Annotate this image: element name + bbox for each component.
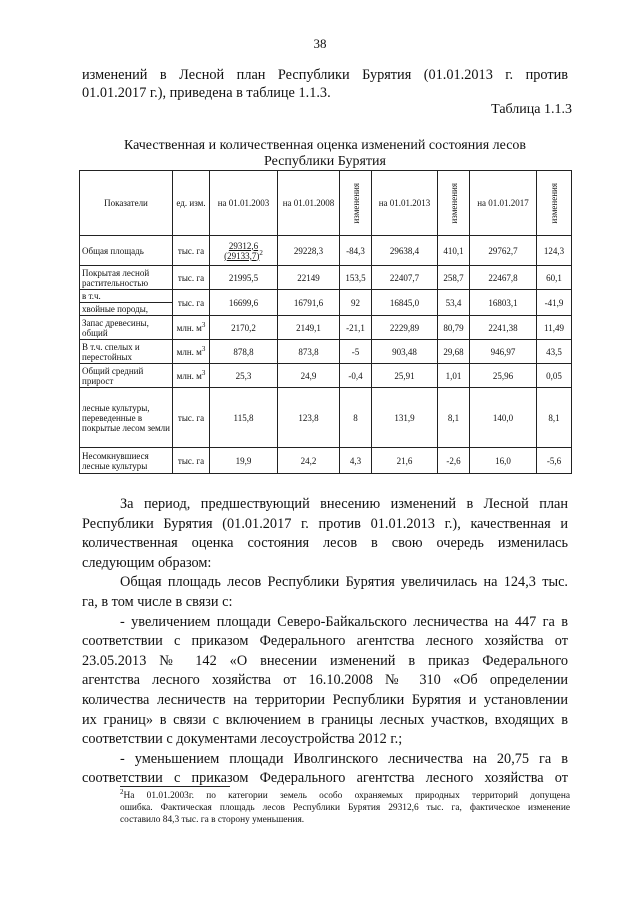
text-line: количественная оценка состояния лесов в свою очередь изменилась: [82, 535, 568, 552]
row-label: Общая площадь: [80, 236, 173, 266]
cell-change-3: -41,9: [537, 290, 572, 316]
cell-2003: 21995,5: [210, 266, 278, 290]
page-number: 38: [313, 36, 327, 51]
cell-2017: 2241,38: [470, 316, 537, 340]
text-line: га, в том числе в связи с:: [82, 593, 233, 610]
cell-change-3: 11,49: [537, 316, 572, 340]
row-label: Несомкнувшиеся лесные культуры: [80, 448, 173, 474]
header-change-2: [438, 171, 470, 236]
row-unit-text: млн. м: [176, 322, 202, 333]
footnote: [120, 787, 570, 826]
row-label: лесные культуры, переведенные в покрытые лесом земли: [80, 388, 173, 448]
table-row-mature-stands: [80, 340, 572, 364]
cell-change-3: 0,05: [537, 364, 572, 388]
cell-change-1: -0,4: [340, 364, 372, 388]
cell-change-1: 4,3: [340, 448, 372, 474]
row-label: Общий средний прирост: [80, 364, 173, 388]
paragraph-1: [82, 495, 568, 573]
text-line: - уменьшением площади Иволгинского лесничества на 20,75 га в: [120, 750, 568, 767]
row-unit: тыс. га: [173, 266, 210, 290]
table-row-forested-area: [80, 266, 572, 290]
cell-2003: 19,9: [210, 448, 278, 474]
row-unit: тыс. га: [173, 448, 210, 474]
table-row-timber-stock: [80, 316, 572, 340]
footnote-marker: 2: [120, 787, 124, 796]
cell-2013: 16845,0: [372, 290, 438, 316]
header-change-1: [340, 171, 372, 236]
table-caption: [80, 138, 570, 170]
text-line: Республики Бурятия (01.01.2017 г. против 01.01.2013 г.), качественная и: [82, 515, 568, 532]
cell-2003: 16699,6: [210, 290, 278, 316]
text-line: количества лесничеств на территории Республики Бурятия и установлении: [82, 691, 568, 708]
forest-assessment-table: [79, 170, 572, 474]
paragraph-3: [82, 613, 568, 750]
cell-2013: 22407,7: [372, 266, 438, 290]
cell-2013: 25,91: [372, 364, 438, 388]
cell-change-1: -84,3: [340, 236, 372, 266]
text-line: их границ» в связи с включением в границы лесных участков, входящих в: [82, 711, 568, 728]
cell-2008: 2149,1: [278, 316, 340, 340]
cell-2008: 873,8: [278, 340, 340, 364]
intro-paragraph: [82, 66, 568, 102]
text-line: - увеличением площади Северо-Байкальского лесничества на 447 га в: [120, 613, 568, 630]
cell-change-1: 92: [340, 290, 372, 316]
header-change-3: [537, 171, 572, 236]
cell-2017: 29762,7: [470, 236, 537, 266]
cell-change-2: -2,6: [438, 448, 470, 474]
row-label: В т.ч. спелых и перестойных: [80, 340, 173, 364]
cell-2003: 2170,2: [210, 316, 278, 340]
table-row-conifers: [80, 290, 572, 316]
header-change-2-text: изменения: [448, 182, 459, 224]
footnote-ref: 2: [259, 248, 263, 257]
header-change-3-text: изменения: [549, 182, 559, 224]
table-row-forest-cultures: [80, 388, 572, 448]
cell-2003-alt-value: (29133,7): [224, 250, 260, 261]
intro-line-2: 01.01.2017 г.), приведена в таблице 1.1.3.: [82, 85, 331, 101]
cell-2017: 946,97: [470, 340, 537, 364]
text-line: 23.05.2013 № 142 «О внесении изменений в приказ Федерального: [82, 652, 568, 669]
footnote-line: [120, 787, 570, 802]
row-label: Запас древесины, общий: [80, 316, 173, 340]
cell-2008: 29228,3: [278, 236, 340, 266]
header-indicator: Показатели: [80, 171, 173, 236]
header-change-1-text: изменения: [350, 182, 361, 224]
cell-change-1: -5: [340, 340, 372, 364]
cell-2008: 22149: [278, 266, 340, 290]
header-date-2008: на 01.01.2008: [278, 171, 340, 236]
row-label-b: хвойные породы,: [82, 304, 149, 314]
cell-change-3: 60,1: [537, 266, 572, 290]
cell-2003-alt: [212, 248, 275, 261]
cell-2008: 16791,6: [278, 290, 340, 316]
row-unit-sup: 3: [201, 344, 206, 353]
cell-change-1: 153,5: [340, 266, 372, 290]
row-label-a: в т.ч.: [80, 290, 172, 303]
cell-2013: 2229,89: [372, 316, 438, 340]
cell-2013: 29638,4: [372, 236, 438, 266]
header-date-2013: на 01.01.2013: [372, 171, 438, 236]
row-unit-text: млн. м: [176, 370, 202, 381]
row-unit: тыс. га: [173, 290, 210, 316]
row-unit: [173, 316, 210, 340]
row-unit: [173, 364, 210, 388]
row-label: Покрытая лесной растительностью: [80, 266, 173, 290]
cell-2008: 24,9: [278, 364, 340, 388]
header-date-2003: на 01.01.2003: [210, 171, 278, 236]
cell-change-3: 8,1: [537, 388, 572, 448]
text-line: соответствии с приказом Федерального агентства лесного хозяйства от: [82, 770, 568, 787]
text-line: следующим образом:: [82, 554, 212, 571]
row-label: [80, 290, 173, 316]
cell-2003: 878,8: [210, 340, 278, 364]
footnote-line-1-text: На 01.01.2003г. по категории земель особо охраняемых природных территорий допущена: [123, 791, 570, 801]
row-unit-sup: 3: [201, 320, 206, 329]
cell-2017: 16,0: [470, 448, 537, 474]
text-line: соответствии с приказом Федерального агентства лесного хозяйства от: [82, 633, 568, 650]
cell-change-2: 53,4: [438, 290, 470, 316]
cell-change-2: 410,1: [438, 236, 470, 266]
cell-change-1: -21,1: [340, 316, 372, 340]
footnote-divider: [120, 786, 230, 787]
cell-2013: 903,48: [372, 340, 438, 364]
cell-2017: 25,96: [470, 364, 537, 388]
text-line: соответствии с документами лесоустройства 2012 г.;: [82, 731, 403, 748]
table-caption-line-2: Республики Бурятия: [264, 154, 386, 169]
table-row-avg-growth: [80, 364, 572, 388]
intro-line-1: изменений в Лесной план Республики Бурятия (01.01.2013 г. против: [82, 67, 568, 83]
cell-change-1: 8: [340, 388, 372, 448]
table-caption-line-1: Качественная и количественная оценка изменений состояния лесов: [123, 138, 527, 153]
table-label: Таблица 1.1.3: [491, 102, 572, 117]
row-unit: тыс. га: [173, 388, 210, 448]
table-row-unclosed-cultures: [80, 448, 572, 474]
cell-2003-value: 29312,6: [228, 240, 259, 251]
cell-2003: [210, 236, 278, 266]
text-line: За период, предшествующий внесению изменений в Лесной план: [120, 496, 568, 512]
cell-2013: 131,9: [372, 388, 438, 448]
cell-change-2: 80,79: [438, 316, 470, 340]
header-unit: ед. изм.: [173, 171, 210, 236]
cell-2003: 115,8: [210, 388, 278, 448]
cell-2013: 21,6: [372, 448, 438, 474]
cell-change-3: 43,5: [537, 340, 572, 364]
cell-change-2: 29,68: [438, 340, 470, 364]
cell-change-3: -5,6: [537, 448, 572, 474]
table-row-total-area: [80, 236, 572, 266]
cell-2017: 140,0: [470, 388, 537, 448]
paragraph-4: [82, 750, 568, 789]
text-line: Общая площадь лесов Республики Бурятия увеличилась на 124,3 тыс.: [120, 574, 568, 591]
cell-2003: 25,3: [210, 364, 278, 388]
cell-change-2: 1,01: [438, 364, 470, 388]
row-unit: [173, 340, 210, 364]
row-unit: тыс. га: [173, 236, 210, 266]
text-line: агентства лесного хозяйства от 16.10.2008 № 310 «Об определении: [82, 672, 568, 689]
footnote-line: ошибка. Фактическая площадь лесов Республики Бурятия 29312,6 тыс. га, фактическое изменение: [120, 803, 570, 813]
header-date-2017: на 01.01.2017: [470, 171, 537, 236]
cell-change-2: 258,7: [438, 266, 470, 290]
cell-2008: 24,2: [278, 448, 340, 474]
row-unit-text: млн. м: [176, 346, 202, 357]
paragraph-2: [82, 573, 568, 612]
row-unit-sup: 3: [201, 368, 206, 377]
body-text: [82, 495, 568, 789]
cell-change-2: 8,1: [438, 388, 470, 448]
footnote-line: составило 84,3 тыс. га в сторону уменьшения.: [120, 815, 305, 825]
cell-2017: 22467,8: [470, 266, 537, 290]
cell-2017: 16803,1: [470, 290, 537, 316]
cell-2008: 123,8: [278, 388, 340, 448]
cell-change-3: 124,3: [537, 236, 572, 266]
table-header-row: [80, 171, 572, 236]
